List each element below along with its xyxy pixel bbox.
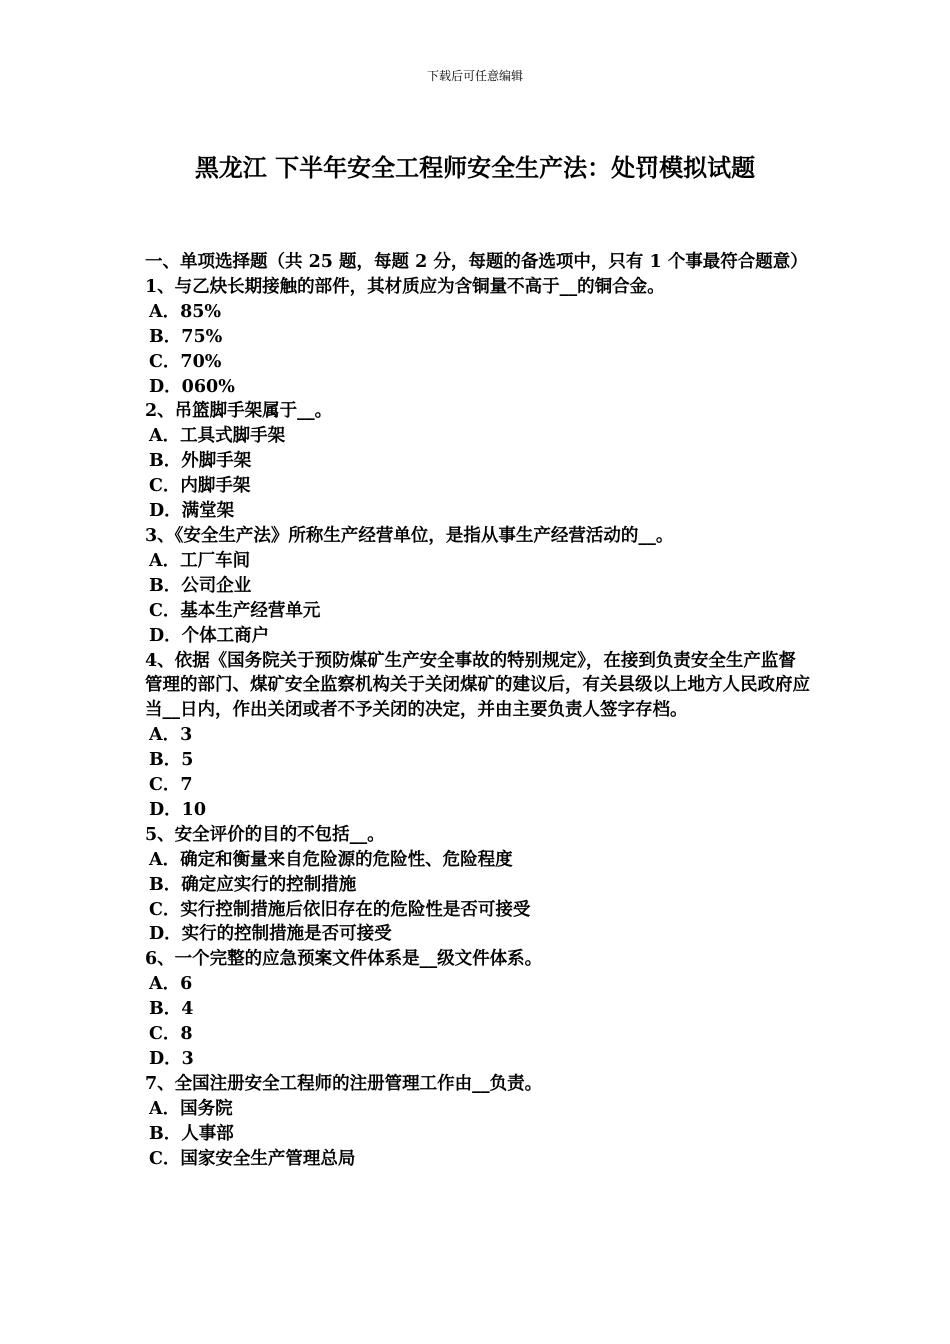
option-d: D．3 — [149, 1049, 194, 1069]
question-stem: 4、依据《国务院关于预防煤矿生产安全事故的特别规定》，在接到负责安全生产监督管理的部门、煤矿安全监察机构关于关闭煤矿的建议后，有关县级以上地方人民政府应当__日内，作出关闭或者不予关闭的决定，并由主要负责人签字存档。 — [145, 650, 810, 721]
option-d: D．实行的控制措施是否可接受 — [149, 924, 392, 945]
option-d: D．10 — [149, 799, 207, 820]
option-c: C．实行控制措施后依旧存在的危险性是否可接受 — [149, 899, 531, 920]
question-4 — [145, 649, 810, 823]
option-c: C．国家安全生产管理总局 — [149, 1148, 356, 1169]
option-c: C．内脚手架 — [149, 476, 251, 497]
option-b: B．5 — [149, 750, 194, 771]
option-a: A．85% — [149, 301, 222, 322]
page-header-note: 下载后可任意编辑 — [426, 69, 523, 83]
question-3 — [145, 524, 810, 649]
question-stem: 6、一个完整的应急预案文件体系是__级文件体系。 — [145, 949, 543, 970]
question-5 — [145, 823, 810, 948]
option-a: A．国务院 — [149, 1098, 233, 1119]
question-stem: 3、《安全生产法》所称生产经营单位，是指从事生产经营活动的__。 — [145, 525, 674, 546]
option-b: B．人事部 — [149, 1123, 234, 1144]
question-7 — [145, 1072, 810, 1172]
option-b: B．外脚手架 — [149, 451, 252, 472]
option-a: A．工具式脚手架 — [149, 426, 286, 447]
option-c: C．8 — [149, 1024, 193, 1045]
option-b: B．公司企业 — [149, 575, 252, 596]
question-6 — [145, 947, 810, 1072]
option-a: A．6 — [149, 974, 193, 995]
option-c: C．70% — [149, 351, 222, 372]
question-stem: 5、安全评价的目的不包括__。 — [145, 824, 385, 845]
question-stem: 1、与乙炔长期接触的部件，其材质应为含铜量不高于__的铜合金。 — [145, 276, 665, 297]
document-title: 黑龙江 下半年安全工程师安全生产法：处罚模拟试题 — [194, 153, 756, 182]
question-1 — [145, 275, 810, 400]
exam-content — [145, 250, 810, 1172]
option-a: A．3 — [149, 725, 193, 746]
option-a: A．确定和衡量来自危险源的危险性、危险程度 — [149, 849, 513, 870]
option-d: D．个体工商户 — [149, 625, 270, 646]
option-b: B．75% — [149, 326, 223, 347]
option-a: A．工厂车间 — [149, 550, 251, 571]
question-2 — [145, 399, 810, 524]
section-heading: 一、单项选择题（共 25 题，每题 2 分，每题的备选项中，只有 1 个事最符合题意） — [145, 252, 808, 272]
option-c: C．基本生产经营单元 — [149, 600, 321, 621]
question-stem: 2、吊篮脚手架属于__。 — [145, 401, 333, 422]
option-c: C．7 — [149, 775, 193, 796]
option-d: D．060% — [149, 376, 235, 397]
option-d: D．满堂架 — [149, 501, 235, 522]
question-stem: 7、全国注册安全工程师的注册管理工作由__负责。 — [145, 1073, 543, 1094]
option-b: B．4 — [149, 999, 194, 1020]
option-b: B．确定应实行的控制措施 — [149, 874, 357, 895]
